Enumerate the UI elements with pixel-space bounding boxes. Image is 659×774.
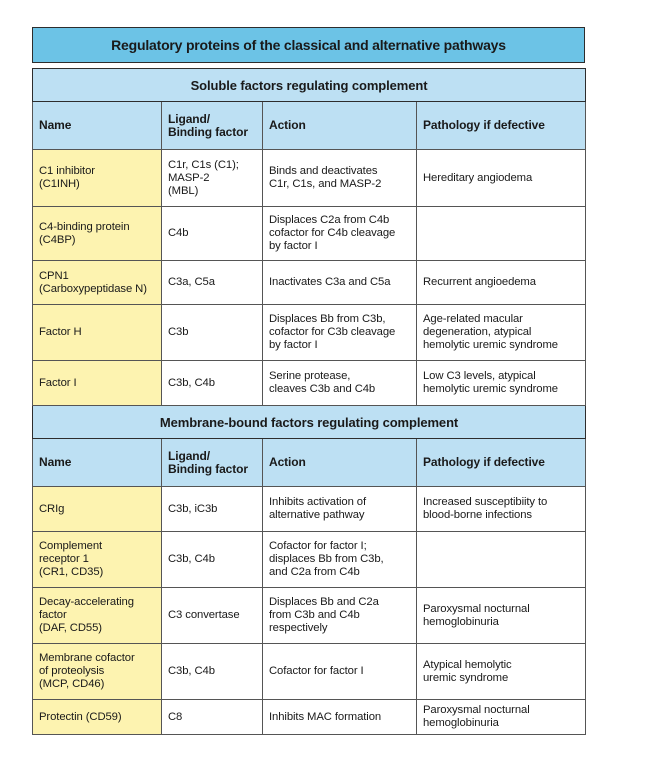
- ligand-cell: C3a, C5a: [162, 261, 263, 305]
- column-header-action: Action: [263, 102, 417, 150]
- section-heading: Soluble factors regulating complement: [33, 69, 586, 102]
- ligand-cell: C4b: [162, 207, 263, 261]
- ligand-cell: C1r, C1s (C1); MASP-2 (MBL): [162, 150, 263, 207]
- action-cell: Inactivates C3a and C5a: [263, 261, 417, 305]
- table-row: [33, 644, 586, 700]
- pathology-cell: Paroxysmal nocturnal hemoglobinuria: [417, 588, 586, 644]
- pathology-cell: Recurrent angioedema: [417, 261, 586, 305]
- ligand-cell: C3b: [162, 305, 263, 361]
- action-cell: Cofactor for factor I: [263, 644, 417, 700]
- table-row: [33, 150, 586, 207]
- action-cell: Serine protease, cleaves C3b and C4b: [263, 361, 417, 406]
- regulatory-proteins-table: [32, 68, 586, 735]
- table-row: [33, 487, 586, 532]
- ligand-cell: C3b, C4b: [162, 532, 263, 588]
- protein-name: Protectin (CD59): [33, 700, 162, 735]
- action-cell: Displaces C2a from C4b cofactor for C4b cleavage by factor I: [263, 207, 417, 261]
- pathology-cell: [417, 207, 586, 261]
- column-header-ligand: Ligand/ Binding factor: [162, 439, 263, 487]
- column-header-name: Name: [33, 439, 162, 487]
- ligand-cell: C8: [162, 700, 263, 735]
- column-header-pathology: Pathology if defective: [417, 102, 586, 150]
- protein-name: Factor I: [33, 361, 162, 406]
- protein-name: CPN1 (Carboxypeptidase N): [33, 261, 162, 305]
- table-row: [33, 305, 586, 361]
- table-row: [33, 700, 586, 735]
- protein-name: C1 inhibitor (C1INH): [33, 150, 162, 207]
- action-cell: Inhibits MAC formation: [263, 700, 417, 735]
- column-header-ligand: Ligand/ Binding factor: [162, 102, 263, 150]
- action-cell: Displaces Bb from C3b, cofactor for C3b cleavage by factor I: [263, 305, 417, 361]
- protein-name: Complement receptor 1 (CR1, CD35): [33, 532, 162, 588]
- pathology-cell: Hereditary angiodema: [417, 150, 586, 207]
- ligand-cell: C3b, C4b: [162, 644, 263, 700]
- protein-name: Factor H: [33, 305, 162, 361]
- column-header-name: Name: [33, 102, 162, 150]
- section-heading: Membrane-bound factors regulating complement: [33, 406, 586, 439]
- protein-name: Decay-accelerating factor (DAF, CD55): [33, 588, 162, 644]
- table-row: [33, 588, 586, 644]
- action-cell: Inhibits activation of alternative pathway: [263, 487, 417, 532]
- ligand-cell: C3 convertase: [162, 588, 263, 644]
- protein-name: Membrane cofactor of proteolysis (MCP, CD46): [33, 644, 162, 700]
- protein-name: CRIg: [33, 487, 162, 532]
- table-row: [33, 361, 586, 406]
- protein-name: C4-binding protein (C4BP): [33, 207, 162, 261]
- pathology-cell: Atypical hemolytic uremic syndrome: [417, 644, 586, 700]
- action-cell: Displaces Bb and C2a from C3b and C4b respectively: [263, 588, 417, 644]
- pathology-cell: Paroxysmal nocturnal hemoglobinuria: [417, 700, 586, 735]
- ligand-cell: C3b, C4b: [162, 361, 263, 406]
- action-cell: Binds and deactivates C1r, C1s, and MASP-2: [263, 150, 417, 207]
- action-cell: Cofactor for factor I; displaces Bb from C3b, and C2a from C4b: [263, 532, 417, 588]
- pathology-cell: Age-related macular degeneration, atypical hemolytic uremic syndrome: [417, 305, 586, 361]
- pathology-cell: Increased susceptibiity to blood-borne infections: [417, 487, 586, 532]
- table-row: [33, 261, 586, 305]
- column-header-pathology: Pathology if defective: [417, 439, 586, 487]
- ligand-cell: C3b, iC3b: [162, 487, 263, 532]
- table-row: [33, 532, 586, 588]
- pathology-cell: Low C3 levels, atypical hemolytic uremic syndrome: [417, 361, 586, 406]
- pathology-cell: [417, 532, 586, 588]
- column-header-action: Action: [263, 439, 417, 487]
- table-title: Regulatory proteins of the classical and alternative pathways: [32, 27, 585, 63]
- table-row: [33, 207, 586, 261]
